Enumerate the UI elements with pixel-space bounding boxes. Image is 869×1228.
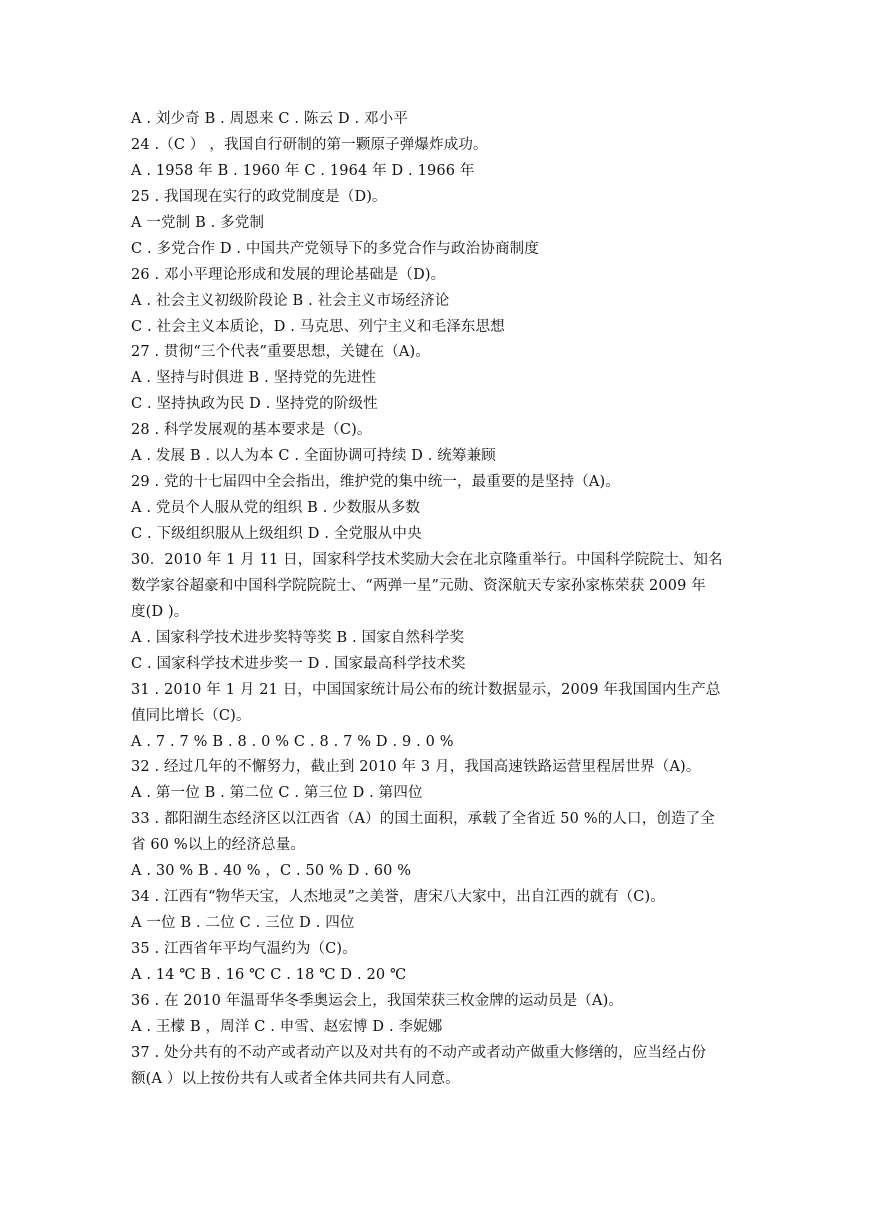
text-line: A . 刘少奇 B . 周恩来 C . 陈云 D . 邓小平 [131, 111, 408, 127]
text-line: A . 社会主义初级阶段论 B . 社会主义市场经济论 [131, 292, 450, 309]
question-31: 31 . 2010 年 1 月 21 日，中国国家统计局公布的统计数据显示，2009 年我国国内生产总 [131, 681, 721, 698]
text-line: 数学家谷超豪和中国科学院院院士、“两弹一星”元勋、资深航天专家孙家栋荣获 2009 年 [131, 577, 706, 594]
text-line: 省 60 %以上的经济总量。 [131, 837, 306, 854]
text-line: C . 下级组织服从上级组织 D . 全党服从中央 [131, 526, 422, 542]
text-line: A . 第一位 B . 第二位 C . 第三位 D . 第四位 [131, 785, 423, 802]
question-30: 30．2010 年 1 月 11 日，国家科学技术奖励大会在北京隆重举行。中国科学院院士、知名 [131, 551, 723, 568]
text-line: C . 坚持执政为民 D . 坚持党的阶级性 [131, 396, 378, 413]
text-line: A . 党员个人服从党的组织 B . 少数服从多数 [131, 500, 421, 517]
text-line: 值同比增长（C)。 [131, 707, 251, 724]
question-32: 32 . 经过几年的不懈努力，截止到 2010 年 3 月，我国高速铁路运营里程居世界（A)。 [131, 759, 701, 776]
text-line: A . 14 ℃ B . 16 ℃ C . 18 ℃ D . 20 ℃ [131, 966, 407, 983]
text-line: A . 王檬 B ，周洋 C . 申雪、赵宏博 D . 李妮娜 [131, 1018, 443, 1035]
question-37: 37 . 处分共有的不动产或者动产以及对共有的不动产或者动产做重大修缮的，应当经占份 [131, 1044, 707, 1061]
question-25: 25 . 我国现在实行的政党制度是（D)。 [131, 188, 387, 205]
text-line: 额(A ）以上按份共有人或者全体共同共有人同意。 [131, 1070, 460, 1087]
question-27: 27 . 贯彻“三个代表”重要思想，关键在（A)。 [131, 344, 430, 361]
question-list [131, 107, 741, 1093]
question-24: 24 .（C ） ，我国自行研制的第一颗原子弹爆炸成功。 [131, 136, 488, 153]
text-line: A . 30 % B . 40 % ，C . 50 % D . 60 % [131, 863, 412, 880]
text-line: 度(D )。 [131, 603, 189, 620]
text-line: A 一党制 B . 多党制 [131, 214, 265, 231]
text-line: A . 国家科学技术进步奖特等奖 B . 国家自然科学奖 [131, 629, 465, 646]
question-36: 36 . 在 2010 年温哥华冬季奥运会上，我国荣获三枚金牌的运动员是（A)。 [131, 992, 624, 1009]
question-34: 34 . 江西有“物华天宝，人杰地灵”之美誉，唐宋八大家中，出自江西的就有（C)。 [131, 889, 666, 906]
text-line: C . 多党合作 D . 中国共产党领导下的多党合作与政治协商制度 [131, 240, 539, 257]
text-line: A . 7 . 7 % B . 8 . 0 % C . 8 . 7 % D . 9 . 0 % [131, 733, 454, 750]
question-33: 33 . 都阳湖生态经济区以江西省（A）的国土面积，承载了全省近 50 %的人口，创造了全 [131, 811, 715, 828]
question-26: 26 . 邓小平理论形成和发展的理论基础是（D)。 [131, 266, 446, 283]
question-35: 35 . 江西省年平均气温约为（C)。 [131, 941, 357, 957]
text-line: A 一位 B . 二位 C . 三位 D . 四位 [131, 915, 355, 932]
text-line: A . 发展 B . 以人为本 C . 全面协调可持续 D . 统筹兼顾 [131, 448, 496, 465]
text-line: C . 国家科学技术进步奖一 D . 国家最高科学技术奖 [131, 655, 466, 672]
text-line: A . 坚持与时俱进 B . 坚持党的先进性 [131, 370, 377, 387]
text-line: C . 社会主义本质论，D . 马克思、列宁主义和毛泽东思想 [131, 318, 505, 335]
question-28: 28 . 科学发展观的基本要求是（C)。 [131, 422, 372, 439]
question-29: 29 . 党的十七届四中全会指出，维护党的集中统一，最重要的是坚持（A)。 [131, 474, 620, 491]
text-line: A . 1958 年 B . 1960 年 C . 1964 年 D . 1966 年 [131, 162, 475, 179]
